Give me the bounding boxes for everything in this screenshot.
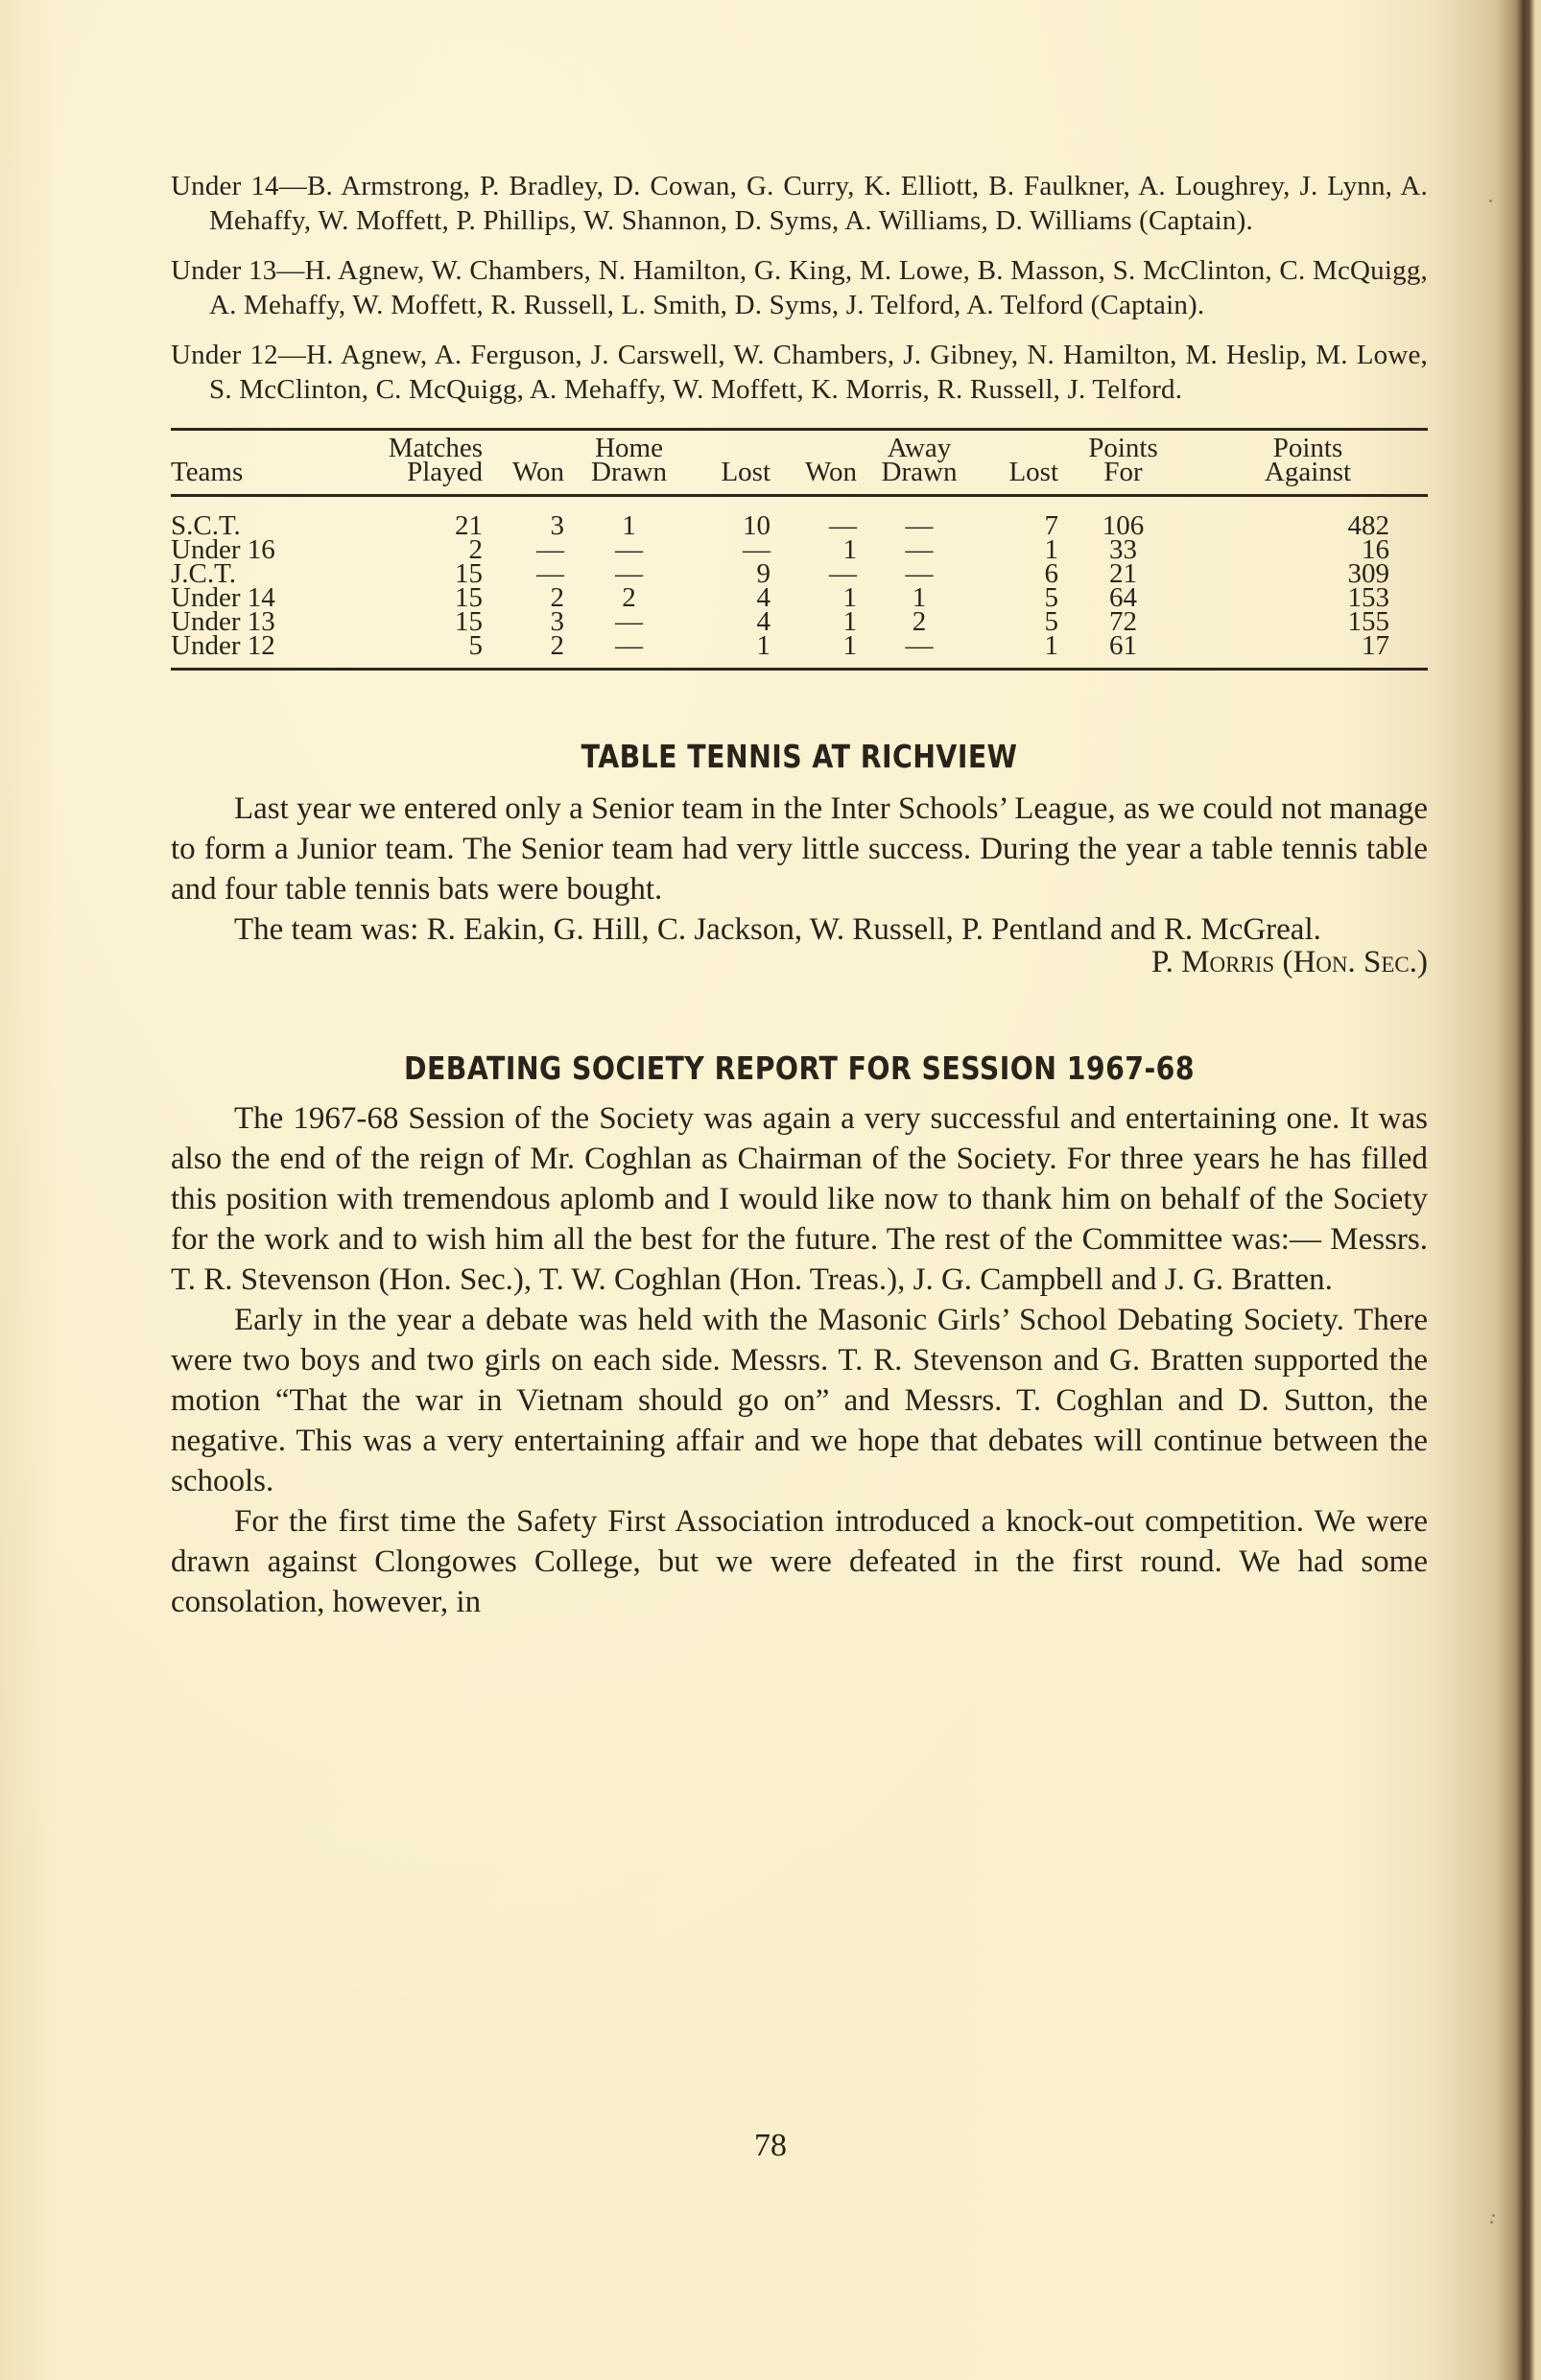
table-tennis-signature: P. Morris (Hon. Sec.) <box>1150 945 1428 979</box>
cell-points-against: 153 <box>1347 582 1389 613</box>
cell-home-won: — <box>536 558 564 589</box>
header-away-drawn: Away Drawn <box>881 433 958 487</box>
cell-home-drawn: — <box>615 630 643 661</box>
cell-home-drawn: 1 <box>622 510 636 541</box>
table-tennis-paragraph: Last year we entered only a Senior team in the Inter Schools’ League, as we could not manage to form a Junior team. The Senior team had very little success. During the year a table tennis table and four table tennis bats were bought. <box>171 791 1428 907</box>
cell-played: 15 <box>455 582 483 613</box>
roster-label: Under 12— <box>171 340 307 370</box>
paper-speck <box>1492 2214 1495 2217</box>
cell-team: Under 12 <box>171 630 275 661</box>
cell-team: S.C.T. <box>171 510 241 541</box>
table-header-row <box>171 431 1428 494</box>
cell-points-against: 155 <box>1347 606 1389 637</box>
table-row <box>171 610 1428 634</box>
table-row <box>171 497 1428 538</box>
cell-home-lost: 4 <box>756 582 770 613</box>
cell-home-lost: 9 <box>756 558 770 589</box>
table-tennis-team-paragraph: The team was: R. Eakin, G. Hill, C. Jackson, W. Russell, P. Pentland and R. McGreal. <box>234 912 1321 947</box>
cell-home-won: 2 <box>550 582 564 613</box>
cell-home-drawn: — <box>615 606 643 637</box>
cell-away-drawn: 2 <box>912 606 927 637</box>
debating-paragraph: For the first time the Safety First Association introduced a knock-out competition. We were drawn against Clongowes College, but we were defeated in the first round. We had some consolation, however, in <box>171 1504 1428 1619</box>
debating-section <box>171 1049 1428 1622</box>
cell-home-lost: 10 <box>743 510 770 541</box>
cell-home-drawn: — <box>615 558 643 589</box>
roster-under-14 <box>171 169 1428 238</box>
cell-played: 15 <box>455 606 483 637</box>
cell-points-for: 64 <box>1109 582 1137 613</box>
table-row <box>171 586 1428 610</box>
section-title-debating: DEBATING SOCIETY REPORT FOR SESSION 1967-68 <box>403 1049 1196 1087</box>
cell-played: 5 <box>468 630 483 661</box>
table-row <box>171 562 1428 586</box>
table-row <box>171 634 1428 668</box>
cell-home-lost: 4 <box>756 606 770 637</box>
cell-away-lost: 7 <box>1044 510 1058 541</box>
cell-away-drawn: — <box>905 558 934 589</box>
cell-points-for: 61 <box>1109 630 1137 661</box>
cell-away-drawn: — <box>905 534 934 565</box>
paper-speck <box>1489 200 1492 202</box>
cell-home-won: 3 <box>550 606 564 637</box>
cell-away-lost: 5 <box>1044 582 1058 613</box>
cell-away-drawn: — <box>905 630 934 661</box>
cell-played: 15 <box>455 558 483 589</box>
cell-points-against: 17 <box>1362 630 1389 661</box>
cell-home-drawn: 2 <box>622 582 636 613</box>
cell-home-won: 3 <box>550 510 564 541</box>
cell-away-drawn: — <box>905 510 934 541</box>
roster-under-12 <box>171 338 1428 407</box>
roster-names: H. Agnew, W. Chambers, N. Hamilton, G. King, M. Lowe, B. Masson, S. McClinton, C. McQuigg, A. Mehaffy, W. Moffett, R. Russell, L. Smith, D. Syms, J. Telford, A. Telford (Captain). <box>209 255 1428 320</box>
section-title-table-tennis: TABLE TENNIS AT RICHVIEW <box>581 738 1018 775</box>
cell-team: Under 16 <box>171 534 275 565</box>
cell-away-won: — <box>829 558 857 589</box>
roster-names: H. Agnew, A. Ferguson, J. Carswell, W. Chambers, J. Gibney, N. Hamilton, M. Heslip, M. Lowe, S. McClinton, C. McQuigg, A. Mehaffy, W. Moffett, K. Morris, R. Russell, J. Telford. <box>209 340 1428 405</box>
cell-played: 21 <box>455 510 483 541</box>
header-away-won: Won <box>804 457 857 487</box>
cell-home-drawn: — <box>615 534 643 565</box>
roster-names: B. Armstrong, P. Bradley, D. Cowan, G. Curry, K. Elliott, B. Faulkner, A. Loughrey, J. Lynn, A. Mehaffy, W. Moffett, P. Phillips, W. Shannon, D. Syms, A. Williams, D. Williams (Captain). <box>209 171 1428 236</box>
paper-speck <box>1490 2221 1493 2224</box>
cell-away-won: 1 <box>842 606 857 637</box>
cell-points-against: 482 <box>1347 510 1389 541</box>
table-bottom-rule <box>171 668 1428 671</box>
cell-home-won: 2 <box>550 630 564 661</box>
header-home-won: Won <box>511 457 564 487</box>
cell-points-against: 16 <box>1362 534 1389 565</box>
cell-home-lost: — <box>743 534 770 565</box>
cell-home-lost: 1 <box>756 630 770 661</box>
cell-points-for: 106 <box>1102 510 1145 541</box>
roster-label: Under 14— <box>171 171 307 201</box>
table-tennis-section <box>171 738 1428 982</box>
header-matches-played: Matches Played <box>388 433 483 487</box>
cell-away-drawn: 1 <box>912 582 927 613</box>
debating-paragraph: The 1967-68 Session of the Society was again a very successful and entertaining one. It was also the end of the reign of Mr. Coghlan as Chairman of the Society. For three years he has filled this position with tremendous aplomb and I would like now to thank him on behalf of the Society for the work and to wish him all the best for the future. The rest of the Committee was:— Messrs. T. R. Stevenson (Hon. Sec.), T. W. Coghlan (Hon. Treas.), J. G. Campbell and J. G. Bratten. <box>171 1101 1428 1297</box>
cell-points-for: 72 <box>1109 606 1137 637</box>
cell-away-won: — <box>829 510 857 541</box>
cell-away-won: 1 <box>842 534 857 565</box>
cell-away-won: 1 <box>842 582 857 613</box>
results-body <box>171 497 1428 668</box>
cell-away-lost: 1 <box>1044 534 1058 565</box>
team-rosters <box>171 169 1428 407</box>
page-number: 78 <box>754 2128 787 2163</box>
cell-away-lost: 1 <box>1044 630 1058 661</box>
header-teams: Teams <box>171 457 244 487</box>
header-home-lost: Lost <box>721 457 770 487</box>
header-points-for: Points For <box>1088 433 1158 487</box>
page-content <box>171 169 1428 1622</box>
header-home-drawn: Home Drawn <box>591 433 667 487</box>
debating-paragraph: Early in the year a debate was held with the Masonic Girls’ School Debating Society. There were two boys and two girls on each side. Messrs. T. R. Stevenson and G. Bratten supported the motion “That the war in Vietnam should go on” and Messrs. T. Coghlan and D. Sutton, the negative. This was a very entertaining affair and we hope that debates will continue between the schools. <box>171 1303 1428 1498</box>
header-away-lost: Lost <box>1008 457 1058 487</box>
cell-played: 2 <box>468 534 483 565</box>
roster-under-13 <box>171 253 1428 322</box>
cell-team: Under 14 <box>171 582 275 613</box>
cell-team: Under 13 <box>171 606 275 637</box>
cell-team: J.C.T. <box>171 558 236 589</box>
cell-home-won: — <box>536 534 564 565</box>
cell-away-lost: 6 <box>1044 558 1058 589</box>
header-points-against: Points Against <box>1264 433 1352 487</box>
cell-points-against: 309 <box>1347 558 1389 589</box>
table-row <box>171 538 1428 562</box>
cell-away-lost: 5 <box>1044 606 1058 637</box>
roster-label: Under 13— <box>171 255 305 286</box>
cell-points-for: 33 <box>1109 534 1137 565</box>
results-table <box>171 431 1428 668</box>
cell-away-won: 1 <box>842 630 857 661</box>
cell-points-for: 21 <box>1109 558 1137 589</box>
